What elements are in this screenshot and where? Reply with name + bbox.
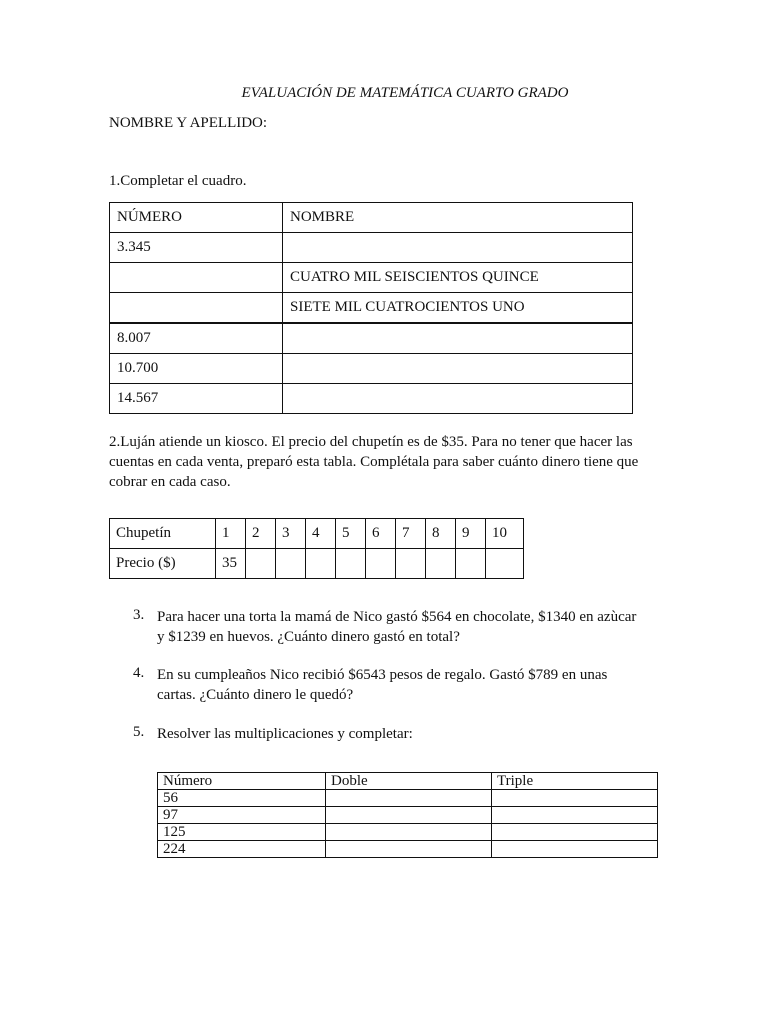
table-cell: CUATRO MIL SEISCIENTOS QUINCE (283, 263, 633, 293)
table-cell (492, 841, 658, 858)
question-2: 2.Luján atiende un kiosco. El precio del chupetín es de $35. Para no tener que hacer las cuentas en cada venta, preparó esta tabla. Complétala para saber cuánto dinero tiene que cobrar en cada caso. (109, 434, 639, 490)
table-cell (283, 323, 633, 354)
table-cell: 3.345 (110, 233, 283, 263)
table-cell (276, 549, 306, 579)
list-item (133, 607, 647, 647)
table-cell: 1 (216, 519, 246, 549)
table-cell (492, 824, 658, 841)
table-cell (326, 807, 492, 824)
table-cell: 10.700 (110, 354, 283, 384)
table-row (110, 519, 524, 549)
item-text: Resolver las multiplicaciones y completar: (157, 726, 413, 742)
table-cell: SIETE MIL CUATROCIENTOS UNO (283, 293, 633, 324)
table-row (110, 323, 633, 354)
table-cell: 2 (246, 519, 276, 549)
table-row (158, 841, 658, 858)
table-cell: 224 (158, 841, 326, 858)
table-cell: 9 (456, 519, 486, 549)
name-label: NOMBRE Y APELLIDO: (109, 115, 268, 131)
item-number: 4. (133, 665, 145, 681)
table-cell (306, 549, 336, 579)
table-header-cell: Triple (492, 773, 658, 790)
numbers-table (109, 202, 633, 414)
table-row (158, 824, 658, 841)
table-cell (326, 790, 492, 807)
table-header-row (158, 773, 658, 790)
table-cell: 125 (158, 824, 326, 841)
table-row (110, 549, 524, 579)
table-cell: 56 (158, 790, 326, 807)
multiplication-table (157, 772, 658, 858)
table-row-label: Precio ($) (110, 549, 216, 579)
table-header-cell: Número (158, 773, 326, 790)
table-row (110, 263, 633, 293)
question-1: 1.Completar el cuadro. (109, 173, 247, 189)
list-item (133, 724, 647, 744)
table-cell: 35 (216, 549, 246, 579)
table-cell (283, 354, 633, 384)
table-cell: 8 (426, 519, 456, 549)
table-cell: 97 (158, 807, 326, 824)
table-cell (110, 263, 283, 293)
table-row (110, 354, 633, 384)
table-row (110, 384, 633, 414)
table-row (158, 807, 658, 824)
table-cell (396, 549, 426, 579)
page-title: EVALUACIÓN DE MATEMÁTICA CUARTO GRADO (241, 85, 569, 101)
item-number: 3. (133, 607, 145, 623)
table-row (158, 790, 658, 807)
table-cell (492, 807, 658, 824)
table-header-row (110, 203, 633, 233)
table-cell: 14.567 (110, 384, 283, 414)
table-cell (426, 549, 456, 579)
table-cell: 10 (486, 519, 524, 549)
table-cell (492, 790, 658, 807)
table-row (110, 293, 633, 324)
table-cell: 7 (396, 519, 426, 549)
table-cell (366, 549, 396, 579)
item-text: En su cumpleaños Nico recibió $6543 pesos de regalo. Gastó $789 en unas cartas. ¿Cuánto dinero le quedó? (157, 667, 608, 703)
table-cell (486, 549, 524, 579)
table-cell: 8.007 (110, 323, 283, 354)
table-cell: 3 (276, 519, 306, 549)
list-item (133, 665, 647, 705)
item-text: Para hacer una torta la mamá de Nico gastó $564 en chocolate, $1340 en azùcar y $1239 en huevos. ¿Cuánto dinero gastó en total? (157, 609, 637, 645)
table-header-cell: Doble (326, 773, 492, 790)
table-header-cell: NÚMERO (110, 203, 283, 233)
table-cell: 4 (306, 519, 336, 549)
table-cell (110, 293, 283, 324)
table-row (110, 233, 633, 263)
table-cell (283, 233, 633, 263)
table-row-label: Chupetín (110, 519, 216, 549)
table-cell (326, 824, 492, 841)
table-cell: 5 (336, 519, 366, 549)
price-table (109, 518, 524, 579)
item-number: 5. (133, 724, 145, 740)
table-cell (326, 841, 492, 858)
table-cell (456, 549, 486, 579)
table-cell (246, 549, 276, 579)
table-cell: 6 (366, 519, 396, 549)
table-cell (283, 384, 633, 414)
table-header-cell: NOMBRE (283, 203, 633, 233)
table-cell (336, 549, 366, 579)
